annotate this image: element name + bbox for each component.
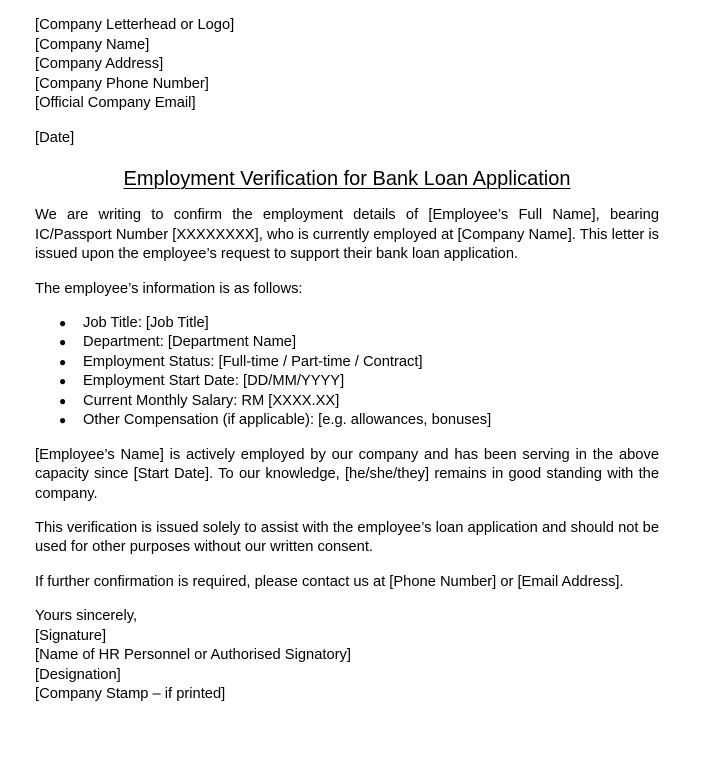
company-name: [Company Name] — [35, 36, 150, 53]
bullet-icon: ● — [59, 354, 67, 369]
info-item-other-compensation — [35, 411, 659, 431]
bullet-icon: ● — [59, 393, 67, 408]
bullet-icon: ● — [59, 413, 67, 428]
info-item-job-title — [35, 314, 659, 334]
signatory-name: [Name of HR Personnel or Authorised Signatory] — [35, 647, 351, 664]
info-item-text: Employment Start Date: [DD/MM/YYYY] — [83, 373, 345, 390]
info-item-text: Current Monthly Salary: RM [XXXX.XX] — [83, 392, 340, 409]
contact-paragraph: If further confirmation is required, please contact us at [Phone Number] or [Email Address]. — [35, 573, 624, 590]
info-item-text: Department: [Department Name] — [83, 334, 297, 351]
intro-paragraph: We are writing to confirm the employment details of [Employee’s Full Name], bearing IC/Passport Number [XXXXXXXX], who is currently employed at [Company Name]. This letter is issued upon the employee’s request to support their bank loan application. — [35, 207, 659, 262]
letter-date: [Date] — [35, 129, 75, 146]
employee-info-list — [35, 314, 659, 431]
info-item-text: Other Compensation (if applicable): [e.g. allowances, bonuses] — [83, 412, 492, 429]
signatory-designation: [Designation] — [35, 666, 121, 683]
bullet-icon: ● — [59, 315, 67, 330]
company-stamp: [Company Stamp – if printed] — [35, 686, 226, 703]
bullet-icon: ● — [59, 374, 67, 389]
info-item-employment-status — [35, 353, 659, 373]
company-letterhead: [Company Letterhead or Logo] — [35, 17, 235, 33]
standing-paragraph: [Employee’s Name] is actively employed by our company and has been serving in the above capacity since [Start Date]. To our knowledge, [he/she/they] remains in good standing with the company. — [35, 446, 659, 502]
info-item-text: Job Title: [Job Title] — [83, 314, 209, 331]
letter-page — [35, 16, 659, 705]
company-address: [Company Address] — [35, 56, 164, 72]
closing-salutation: Yours sincerely, — [35, 608, 138, 625]
info-item-text: Employment Status: [Full-time / Part-time / Contract] — [83, 353, 423, 370]
letter-title: Employment Verification for Bank Loan Application — [123, 168, 571, 190]
purpose-paragraph: This verification is issued solely to assist with the employee’s loan application and should not be used for other purposes without our written consent. — [35, 519, 659, 556]
company-phone: [Company Phone Number] — [35, 75, 209, 92]
bullet-icon: ● — [59, 335, 67, 350]
info-item-start-date — [35, 372, 659, 392]
letterhead-block — [35, 16, 659, 114]
info-heading: The employee’s information is as follows: — [35, 280, 303, 297]
closing-block — [35, 607, 659, 705]
info-item-salary — [35, 392, 659, 412]
company-email: [Official Company Email] — [35, 95, 196, 111]
signature-placeholder: [Signature] — [35, 627, 107, 644]
info-item-department — [35, 333, 659, 353]
